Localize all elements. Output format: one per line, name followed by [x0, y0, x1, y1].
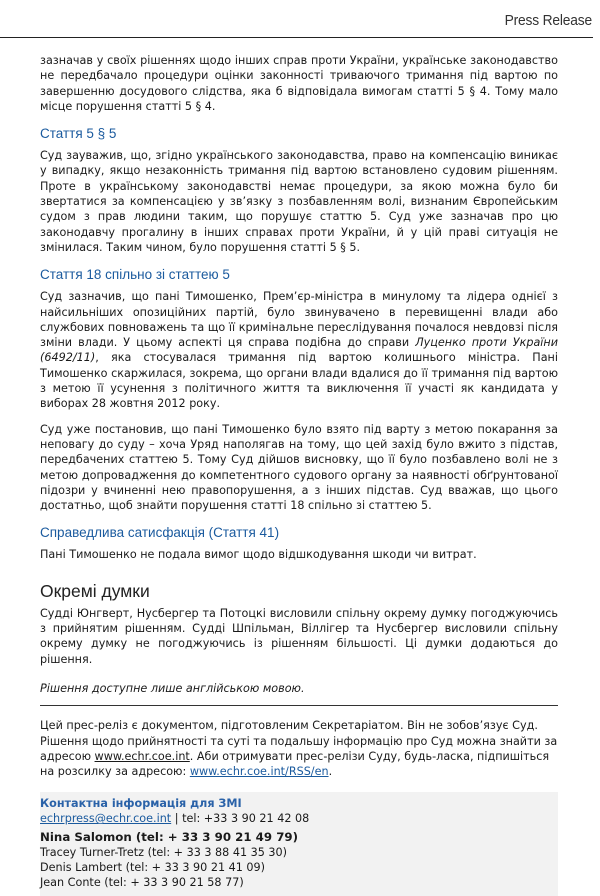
echr-website-link[interactable]: www.echr.coe.int: [94, 749, 190, 763]
article-5-5-paragraph: Суд зауважив, що, згідно українського законодавства, право на компенсацію виникає у випадку, якщо незаконність тримання під вартою встановлено судовим рішенням. Проте в українському законодавстві немає процедури, за якою можна було би звертатися за компенсацією у зв’язку з позбавленням волі, визнаним Європейським судом з прав людини таким, що порушує статтю 5. Суд уже зазначав про цю законодавчу прогалину в інших справах проти України, й у цій праві ситуація не змінилася. Таким чином, було порушення статті 5 § 5.: [40, 149, 558, 254]
contact-email-line: [40, 811, 558, 826]
header-divider: [0, 37, 593, 38]
press-phone: | tel: +33 3 90 21 42 08: [171, 812, 310, 826]
article-18-paragraph-2: Суд уже постановив, що пані Тимошенко було взято під варту з метою покарання за неповагу до суду – хоча Уряд наполягав на тому, що цей захід було вжито з підстав, передбачених статтею 5. Тому Суд дійшов висновку, що її було позбавлено волі не з метою допровадження до компетентного судового органу за наявності обґрунтованої підозри у вчиненні нею правопорушення, а з інших підстав. Суд вважав, що цього достатньо, щоб знайти порушення статті 18 спільно зі статтею 5.: [40, 422, 558, 513]
press-release-label: Press Release: [504, 12, 592, 29]
press-email-link[interactable]: echrpress@echr.coe.int: [40, 812, 172, 826]
just-satisfaction-paragraph: Пані Тимошенко не подала вимог щодо відшкодування шкоди чи витрат.: [40, 548, 477, 562]
language-note: Рішення доступне лише англійською мовою.: [40, 681, 305, 695]
contact-person: Tracey Turner-Tretz (tel: + 33 3 88 41 35 30): [40, 846, 288, 860]
text-span: , яка стосувалася тримання під вартою колишнього міністра. Пані Тимошенко скаржилася, зокрема, що органи влади вдалися до її тримання під вартою з метою її усунення з політичного життя та виключення її участі як кандидата у виборах 28 жовтня 2012 року.: [40, 351, 558, 411]
text-span: .: [328, 765, 333, 779]
rss-link[interactable]: www.echr.coe.int/RSS/en: [189, 765, 329, 779]
article-18-paragraph-1: [40, 289, 558, 411]
notice-paragraph: [40, 718, 558, 779]
contact-person: Denis Lambert (tel: + 33 3 90 21 41 09): [40, 861, 266, 875]
contact-person: Nina Salomon (tel: + 33 3 90 21 49 79): [40, 830, 298, 845]
text-span: . Аби отримувати прес-релізи Суду, будь-ласка, підпишіться на розсилку за адресою:: [40, 749, 550, 779]
heading-just-satisfaction: Справедлива сатисфакція (Стаття 41): [40, 525, 280, 541]
page-header: [0, 0, 600, 38]
text-span: Суд зазначив, що пані Тимошенко, Прем’єр-міністра в минулому та лідера однієї з найсильніших опозиційних партій, було звинувачено в перевищенні влади або службових повноважень та що її кримінальне переслідування почалося невдовзі після зміни влади. У цьому аспекті ця справа подібна до справи: [40, 290, 558, 350]
contact-person: Jean Conte (tel: + 33 3 90 21 58 77): [40, 876, 244, 890]
contact-title: Контактна інформація для ЗМІ: [40, 797, 242, 811]
intro-paragraph: зазначав у своїх рішеннях щодо інших справ проти України, українське законодавство не передбачало процедури оцінки законності триваючого тримання під вартою по завершенню досудового слідства, яка б відповідала вимогам статті 5 § 4. Тому мало місце порушення статті 5 § 4.: [40, 54, 558, 113]
section-divider: [40, 705, 558, 706]
separate-opinions-paragraph: Судді Юнгверт, Нусбергер та Потоцкі висловили спільну окрему думку погоджуючись з прийнятим рішенням. Судді Шпільман, Віллігер та Нусбергер висловили спільну окрему думку не погоджуючись із рішенням більшості. Ці думки додаються до рішення.: [40, 606, 558, 666]
document-body: [40, 53, 558, 896]
press-notice: [40, 718, 558, 779]
text-span: Цей прес-реліз є документом, підготовленим Секретаріатом. Він не зобов’язує Суд. Рішення щодо прийнятності та суті та подальшу інформацію про Суд можна знайти за адресою: [40, 719, 558, 763]
heading-article-18: Стаття 18 спільно зі статтею 5: [40, 267, 230, 283]
heading-separate-opinions: Окремі думки: [40, 580, 150, 601]
media-contact-box: [40, 792, 558, 896]
heading-article-5-5: Стаття 5 § 5: [40, 126, 117, 142]
case-reference: Луценко проти України (6492/11): [40, 336, 558, 365]
